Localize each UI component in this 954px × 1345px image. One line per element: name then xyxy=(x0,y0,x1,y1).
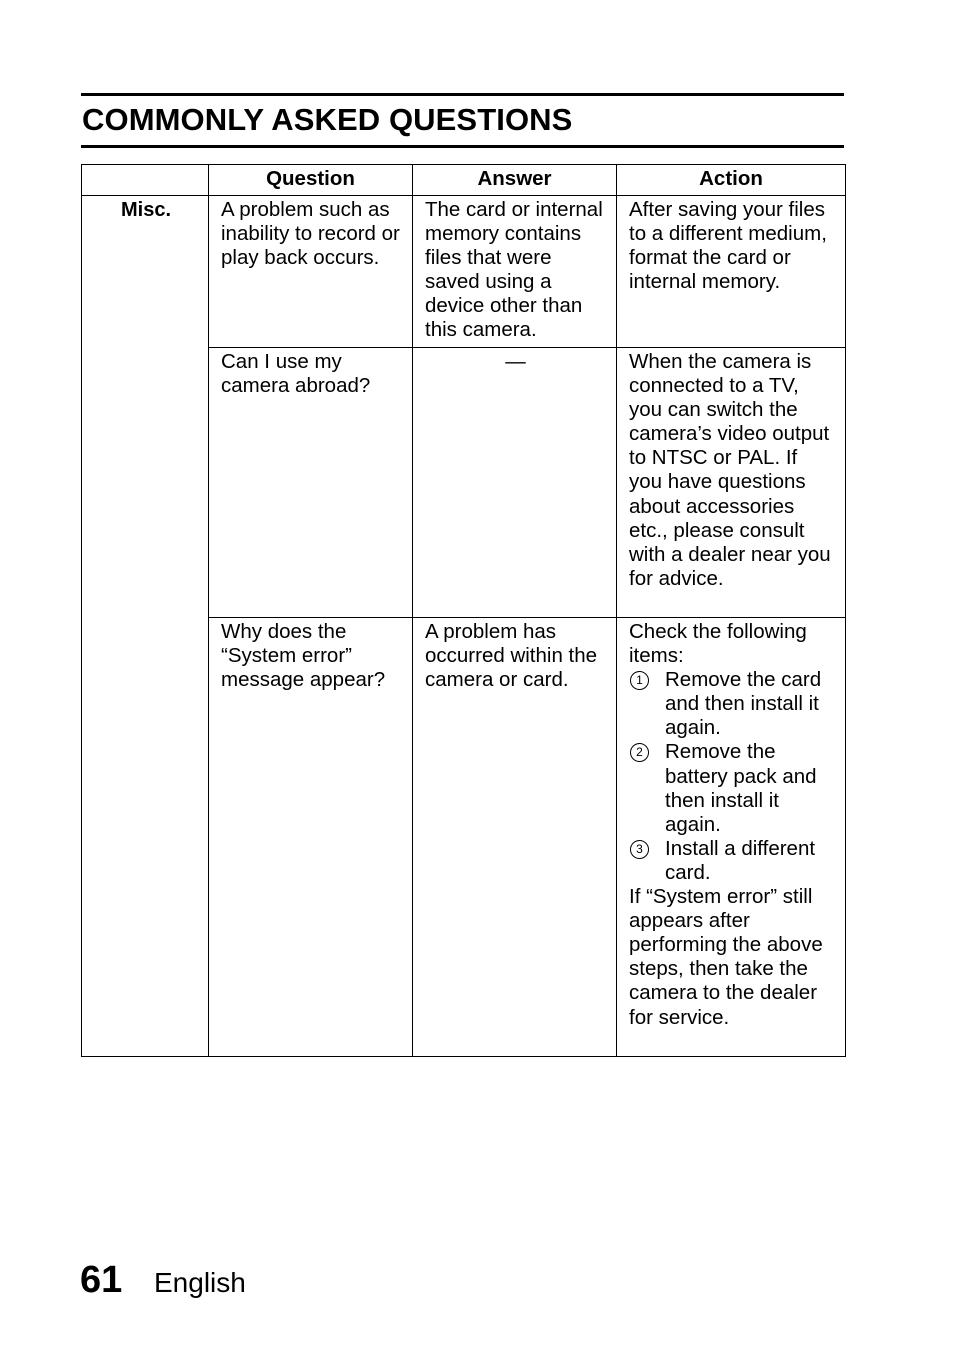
list-item xyxy=(629,740,835,836)
header-category xyxy=(82,165,209,196)
header-question: Question xyxy=(209,165,413,196)
question-cell: A problem such as inability to record or play back occurs. xyxy=(209,196,413,348)
category-cell: Misc. xyxy=(82,196,209,1057)
step-text: Install a different card. xyxy=(665,836,816,884)
title-rule-top xyxy=(81,93,844,96)
table-row xyxy=(82,196,846,348)
page-number: 61 xyxy=(80,1259,123,1301)
table-header-row xyxy=(82,165,846,196)
list-item xyxy=(629,837,835,885)
step-text: Remove the card and then install it again. xyxy=(665,668,822,740)
title-rule-bottom xyxy=(81,145,844,148)
action-cell: When the camera is connected to a TV, you can switch the camera’s video output to NTSC or PAL. If you have questions about accessories etc., please consult with a dealer near you for advice. xyxy=(617,348,846,618)
action-steps-list xyxy=(629,668,835,885)
list-item xyxy=(629,668,835,740)
page-language: English xyxy=(154,1267,246,1298)
action-outro: If “System error” still appears after performing the above steps, then take the camera to the dealer for service. xyxy=(629,885,823,1029)
question-cell: Why does the “System error” message appear? xyxy=(209,618,413,1057)
circled-number-icon: 3 xyxy=(630,840,649,859)
answer-cell: The card or internal memory contains files that were saved using a device other than this camera. xyxy=(413,196,617,348)
question-cell: Can I use my camera abroad? xyxy=(209,348,413,618)
header-action: Action xyxy=(617,165,846,196)
action-intro: Check the following items: xyxy=(629,620,807,668)
faq-table xyxy=(81,164,846,1057)
header-answer: Answer xyxy=(413,165,617,196)
answer-cell: A problem has occurred within the camera or card. xyxy=(413,618,617,1057)
action-cell: After saving your files to a different medium, format the card or internal memory. xyxy=(617,196,846,348)
step-text: Remove the battery pack and then install it again. xyxy=(665,740,817,836)
answer-cell: — xyxy=(413,348,617,618)
circled-number-icon: 1 xyxy=(630,671,649,690)
circled-number-icon: 2 xyxy=(630,743,649,762)
action-cell xyxy=(617,618,846,1057)
page-title: COMMONLY ASKED QUESTIONS xyxy=(82,102,573,137)
